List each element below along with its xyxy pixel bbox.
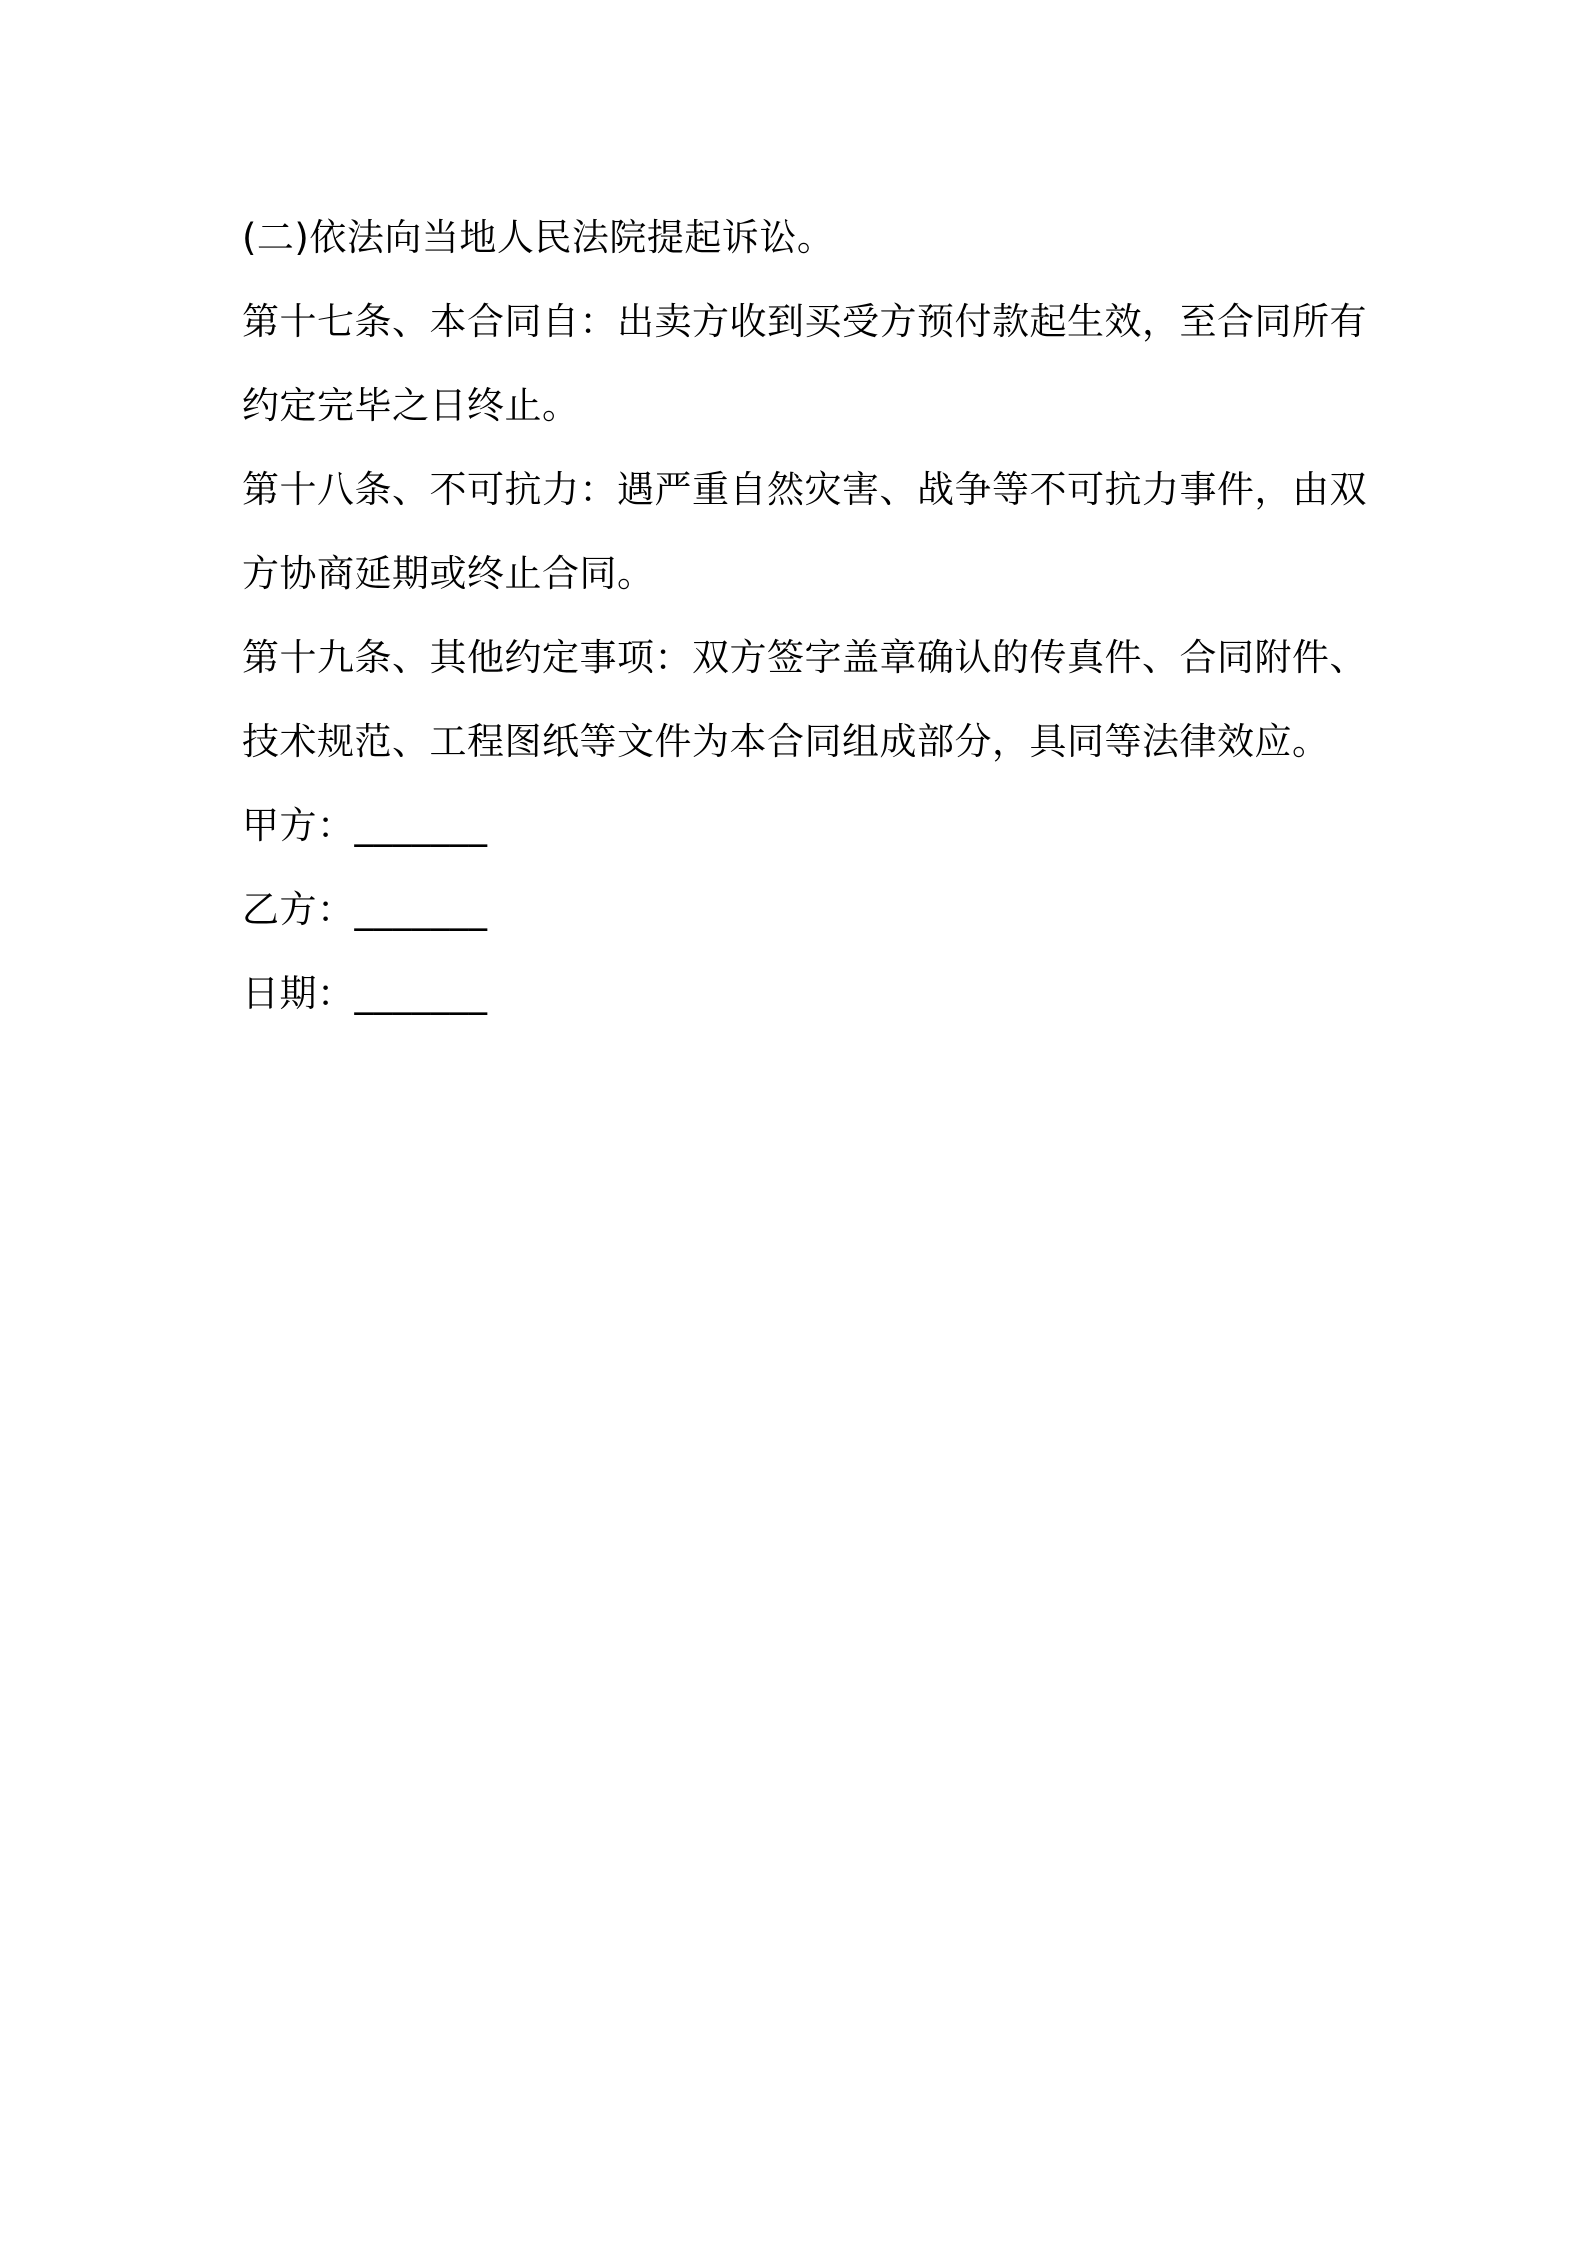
signature-party-b: 乙方：_______ <box>242 888 488 931</box>
signature-date: 日期：_______ <box>242 972 488 1015</box>
clause-17-line-1: 第十七条、本合同自：出卖方收到买受方预付款起生效，至合同所有 <box>242 300 1367 343</box>
clause-16-item-2: (二)依法向当地人民法院提起诉讼。 <box>242 216 835 259</box>
clause-18-line-2: 方协商延期或终止合同。 <box>242 552 655 595</box>
clause-19-line-2: 技术规范、工程图纸等文件为本合同组成部分，具同等法律效应。 <box>242 720 1330 763</box>
signature-party-a: 甲方：_______ <box>242 804 488 847</box>
clause-19-line-1: 第十九条、其他约定事项：双方签字盖章确认的传真件、合同附件、 <box>242 636 1367 679</box>
clause-18-line-1: 第十八条、不可抗力：遇严重自然灾害、战争等不可抗力事件，由双 <box>242 468 1367 511</box>
clause-17-line-2: 约定完毕之日终止。 <box>242 384 580 427</box>
document-body <box>242 196 1367 1036</box>
